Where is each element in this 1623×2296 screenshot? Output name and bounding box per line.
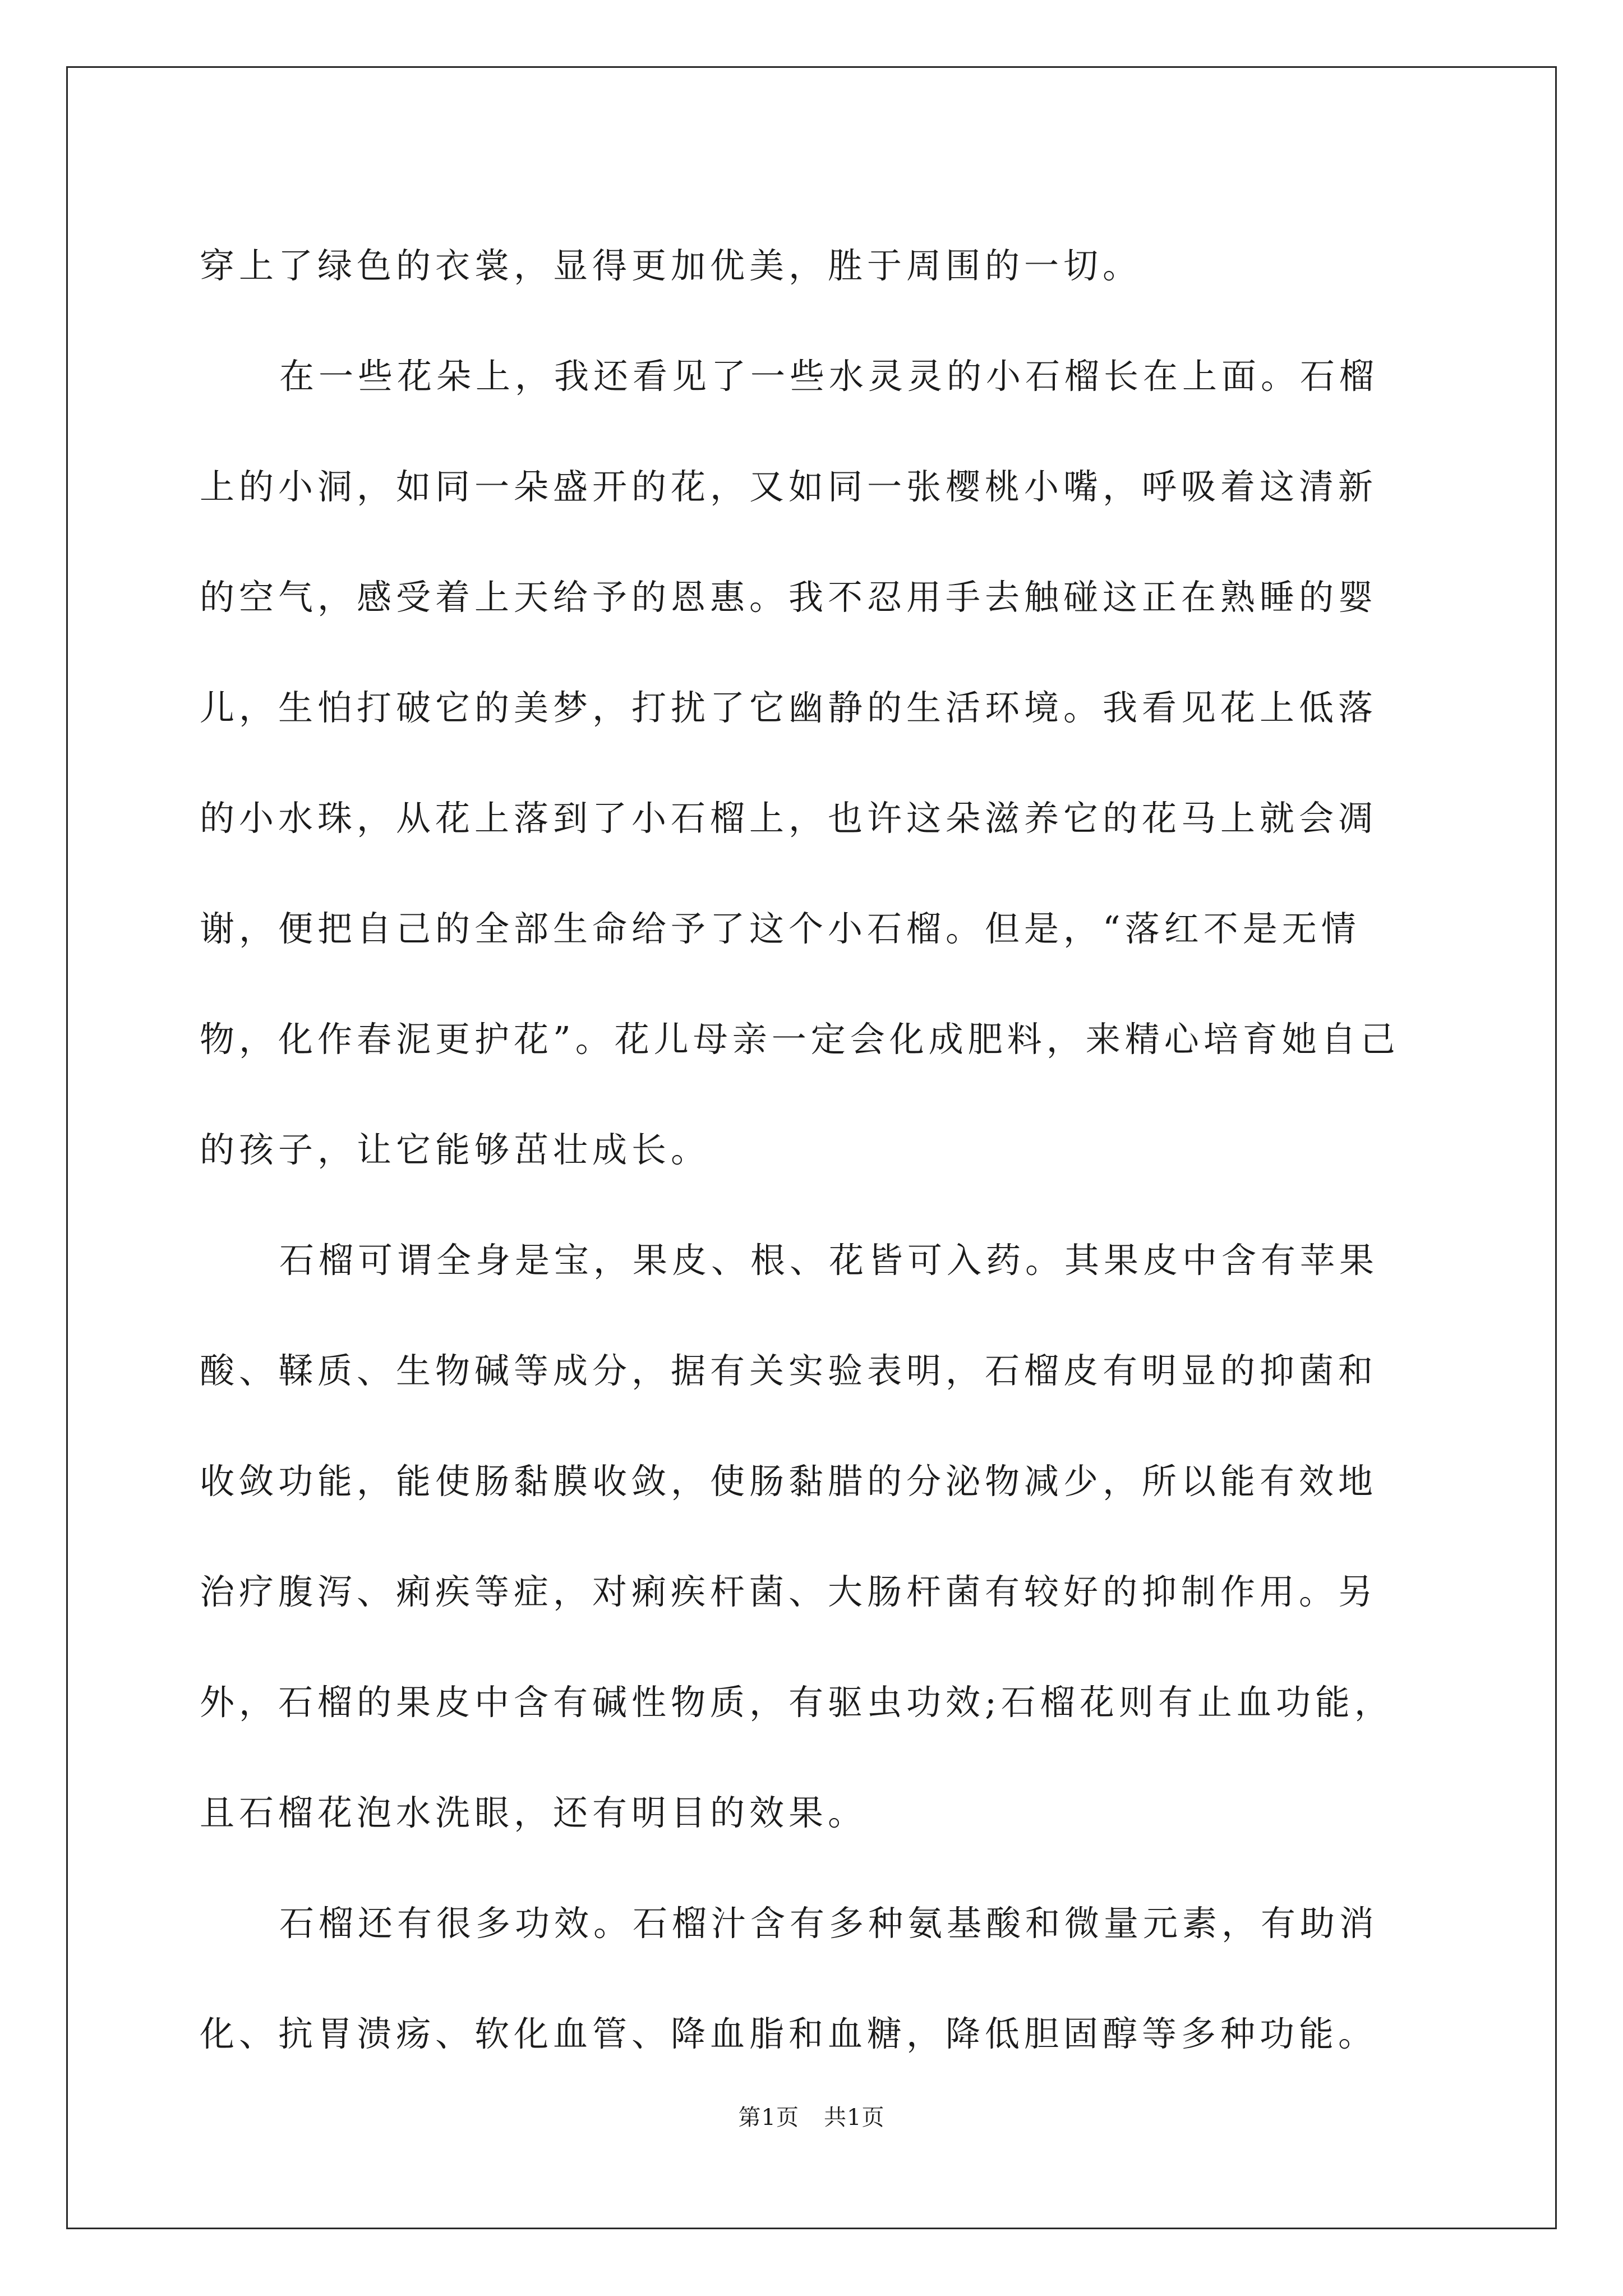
text-line: 外，石榴的果皮中含有碱性物质，有驱虫功效;石榴花则有止血功能， [200,1682,1394,1723]
text-line: 儿，生怕打破它的美梦，打扰了它幽静的生活环境。我看见花上低落 [200,687,1378,728]
text-line: 化、抗胃溃疡、软化血管、降血脂和血糖，降低胆固醇等多种功能。 [200,2013,1378,2054]
text-line: 的小水珠，从花上落到了小石榴上，也许这朵滋养它的花马上就会凋 [200,798,1378,839]
text-line: 收敛功能，能使肠黏膜收敛，使肠黏腊的分泌物减少，所以能有效地 [200,1461,1378,1502]
text-line: 穿上了绿色的衣裳，显得更加优美，胜于周围的一切。 [200,245,1142,286]
paragraph-4 [200,1868,1428,2089]
page-total: 共1页 [824,2105,885,2131]
text-line: 且石榴花泡水洗眼，还有明目的效果。 [200,1792,868,1833]
text-line: 上的小洞，如同一朵盛开的花，又如同一张樱桃小嘴，呼吸着这清新 [200,466,1378,507]
text-line: 在一些花朵上，我还看见了一些水灵灵的小石榴长在上面。石榴 [279,356,1379,397]
page-footer [0,2104,1623,2132]
text-line: 石榴可谓全身是宝，果皮、根、花皆可入药。其果皮中含有苹果 [279,1240,1379,1281]
text-line: 石榴还有很多功效。石榴汁含有多种氨基酸和微量元素，有助消 [279,1903,1379,1944]
paragraph-2 [200,321,1428,1205]
text-line: 的空气，感受着上天给予的恩惠。我不忍用手去触碰这正在熟睡的婴 [200,577,1378,618]
text-line: 谢，便把自己的全部生命给予了这个小石榴。但是，“落红不是无情 [200,908,1361,949]
text-line: 的孩子，让它能够茁壮成长。 [200,1129,711,1170]
text-line: 治疗腹泻、痢疾等症，对痢疾杆菌、大肠杆菌有较好的抑制作用。另 [200,1571,1378,1612]
paragraph-1 [200,210,1428,321]
text-line: 物，化作春泥更护花”。花儿母亲一定会化成肥料，来精心培育她自己 [200,1019,1400,1060]
page-number: 第1页 [738,2105,799,2131]
paragraph-3 [200,1205,1428,1868]
text-line: 酸、鞣质、生物碱等成分，据有关实验表明，石榴皮有明显的抑菌和 [200,1350,1378,1391]
document-body [200,210,1428,2089]
